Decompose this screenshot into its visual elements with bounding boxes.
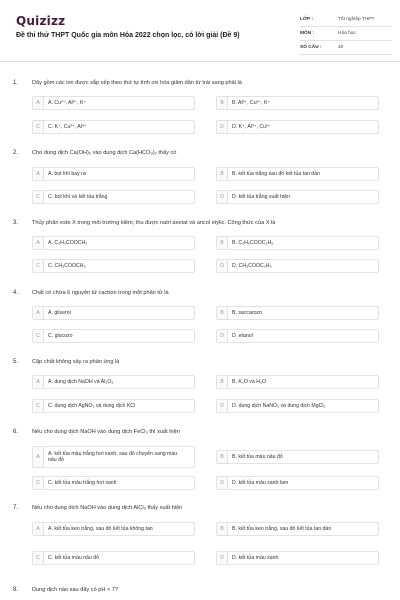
option-a[interactable] — [32, 236, 195, 250]
option-text: B. kết tủa keo trắng, sau đó kết tủa tan dần — [232, 526, 332, 532]
question-text: Dung dịch nào sau đây có pH < 7? — [32, 587, 118, 593]
question-number: 6. — [13, 429, 19, 435]
option-letter: C — [33, 260, 44, 272]
option-letter: A — [33, 168, 44, 180]
option-letter: C — [33, 477, 44, 489]
option-letter: A — [33, 237, 44, 249]
option-letter: B — [217, 168, 228, 180]
option-text: C. glucozo — [48, 333, 73, 339]
option-d[interactable] — [216, 190, 379, 204]
question-text: Dãy gồm các ion được sắp xếp theo thứ tự tính oxi hóa giảm dần từ trái sang phải là — [32, 80, 242, 86]
option-text: A. dung dịch NaOH và Al₂O₃ — [48, 379, 114, 385]
option-letter: D — [217, 477, 228, 489]
option-text: C. kết tủa màu trắng hơi xanh — [48, 480, 117, 486]
meta-value: Tốt nghiệp THPT — [338, 17, 375, 22]
question-number: 4. — [13, 290, 19, 296]
option-c[interactable] — [32, 120, 195, 134]
option-letter: B — [217, 307, 228, 319]
option-letter: A — [33, 376, 44, 388]
option-text: A. C₂H₃COOCH₃ — [48, 240, 88, 246]
option-c[interactable] — [32, 551, 195, 565]
option-d[interactable] — [216, 476, 379, 490]
option-text: D. kết tủa màu xanh — [232, 555, 279, 561]
question-text: Cho dung dịch Ca(OH)₂ vào dung dịch Ca(HCO₃)₂ thấy có — [32, 150, 177, 156]
option-letter: C — [33, 330, 44, 342]
option-letter: B — [217, 97, 228, 109]
option-text: B. saccarozo — [232, 310, 262, 316]
option-text: B. C₂H₅COOC₂H₅ — [232, 240, 274, 246]
option-text: C. dung dịch AgNO₃ và dung dịch KCl — [48, 403, 136, 409]
option-text: C. kết tủa màu nâu đỏ — [48, 555, 100, 561]
option-letter: B — [217, 237, 228, 249]
option-letter: D — [217, 400, 228, 412]
option-a[interactable] — [32, 522, 195, 536]
question-number: 3. — [13, 220, 19, 226]
option-letter: C — [33, 552, 44, 564]
option-text: D. CH₃COOC₂H₅ — [232, 263, 272, 269]
option-c[interactable] — [32, 329, 195, 343]
option-text: D. K⁺, Al³⁺, Cu²⁺ — [232, 124, 271, 130]
option-letter: D — [217, 260, 228, 272]
question-text: Nếu cho dung dịch NaOH vào dung dịch AlCl₃ thấy xuất hiện — [32, 505, 183, 511]
question-number: 1. — [13, 80, 19, 86]
option-b[interactable] — [216, 236, 379, 250]
option-text: C. bọt khí và kết tủa trắng — [48, 194, 108, 200]
question-number: 8. — [13, 587, 19, 593]
option-a[interactable] — [32, 375, 195, 389]
option-letter: D — [217, 191, 228, 203]
option-text: A. bọt khí bay ra — [48, 171, 86, 177]
option-c[interactable] — [32, 190, 195, 204]
option-text: B. K₂O và H₂O — [232, 379, 267, 385]
option-letter: D — [217, 552, 228, 564]
option-text: A. kết tủa keo trắng, sau đó kết tủa không tan — [48, 526, 153, 532]
question-number: 2. — [13, 150, 19, 156]
option-text: B. Al³⁺, Cu²⁺, K⁺ — [232, 100, 271, 106]
option-letter: D — [217, 121, 228, 133]
meta-row-count — [300, 41, 392, 55]
option-c[interactable] — [32, 476, 195, 490]
option-d[interactable] — [216, 329, 379, 343]
option-letter: A — [33, 447, 44, 467]
meta-label: LỚP : — [300, 17, 314, 22]
option-letter: D — [217, 330, 228, 342]
option-text: C. CH₃COOCH₃ — [48, 263, 86, 269]
document-title: Đề thi thử THPT Quốc gia môn Hóa 2022 chọn lọc, có lời giải (Đề 9) — [16, 32, 240, 39]
meta-label: SỐ CÂU : — [300, 45, 322, 50]
quizizz-logo: Quizizz — [16, 14, 66, 28]
option-letter: C — [33, 191, 44, 203]
option-letter: A — [33, 523, 44, 535]
option-text: A. Cu²⁺, Al³⁺, K⁺ — [48, 100, 87, 106]
option-letter: C — [33, 121, 44, 133]
option-d[interactable] — [216, 551, 379, 565]
option-text: D. etanol — [232, 333, 253, 339]
meta-value: 40 — [338, 45, 344, 50]
option-letter: C — [33, 400, 44, 412]
option-letter: B — [217, 451, 228, 463]
option-text: D. kết tủa màu xanh lam — [232, 480, 289, 486]
meta-table — [300, 13, 392, 55]
option-a[interactable] — [32, 167, 195, 181]
option-text: A. kết tủa màu trắng hơi xanh, sau đó chuyển sang màu nâu đỏ — [48, 451, 178, 463]
option-d[interactable] — [216, 120, 379, 134]
option-d[interactable] — [216, 399, 379, 413]
question-text: Nếu cho dung dịch NaOH vào dung dịch FeCl₃ thì xuất hiện — [32, 429, 180, 435]
option-b[interactable] — [216, 375, 379, 389]
meta-value: Hóa học — [338, 31, 356, 36]
option-text: D. kết tủa trắng xuất hiện — [232, 194, 290, 200]
option-letter: B — [217, 376, 228, 388]
option-text: D. dung dịch NaNO₃ và dung dịch MgCl₂ — [232, 403, 326, 409]
option-b[interactable] — [216, 306, 379, 320]
option-a[interactable] — [32, 306, 195, 320]
option-c[interactable] — [32, 399, 195, 413]
option-text: B. kết tủa màu nâu đỏ — [232, 454, 283, 460]
option-c[interactable] — [32, 259, 195, 273]
option-text: C. K⁺, Cu²⁺, Al³⁺ — [48, 124, 87, 130]
option-a[interactable] — [32, 446, 195, 468]
question-number: 7. — [13, 505, 19, 511]
meta-label: MÔN : — [300, 31, 315, 36]
question-number: 5. — [13, 359, 19, 365]
question-text: Cặp chất không xảy ra phản ứng là — [32, 359, 120, 365]
option-text: B. kết tủa trắng sau đó kết tủa tan dần — [232, 171, 320, 177]
option-b[interactable] — [216, 167, 379, 181]
question-text: Chất có chứa 6 nguyên tử cacbon trong một phân tử là — [32, 290, 169, 296]
option-text: A. glixerol — [48, 310, 71, 316]
question-text: Thủy phân este X trong môi trường kiềm, thu được natri axetat và ancol etylic. Công thức của X là — [32, 220, 276, 226]
option-a[interactable] — [32, 96, 195, 110]
option-letter: A — [33, 307, 44, 319]
option-b[interactable] — [216, 522, 379, 536]
option-b[interactable] — [216, 96, 379, 110]
meta-row-class — [300, 13, 392, 27]
option-b[interactable] — [216, 450, 379, 464]
document-header — [0, 0, 400, 62]
option-letter: A — [33, 97, 44, 109]
meta-row-subject — [300, 27, 392, 41]
option-d[interactable] — [216, 259, 379, 273]
option-letter: B — [217, 523, 228, 535]
